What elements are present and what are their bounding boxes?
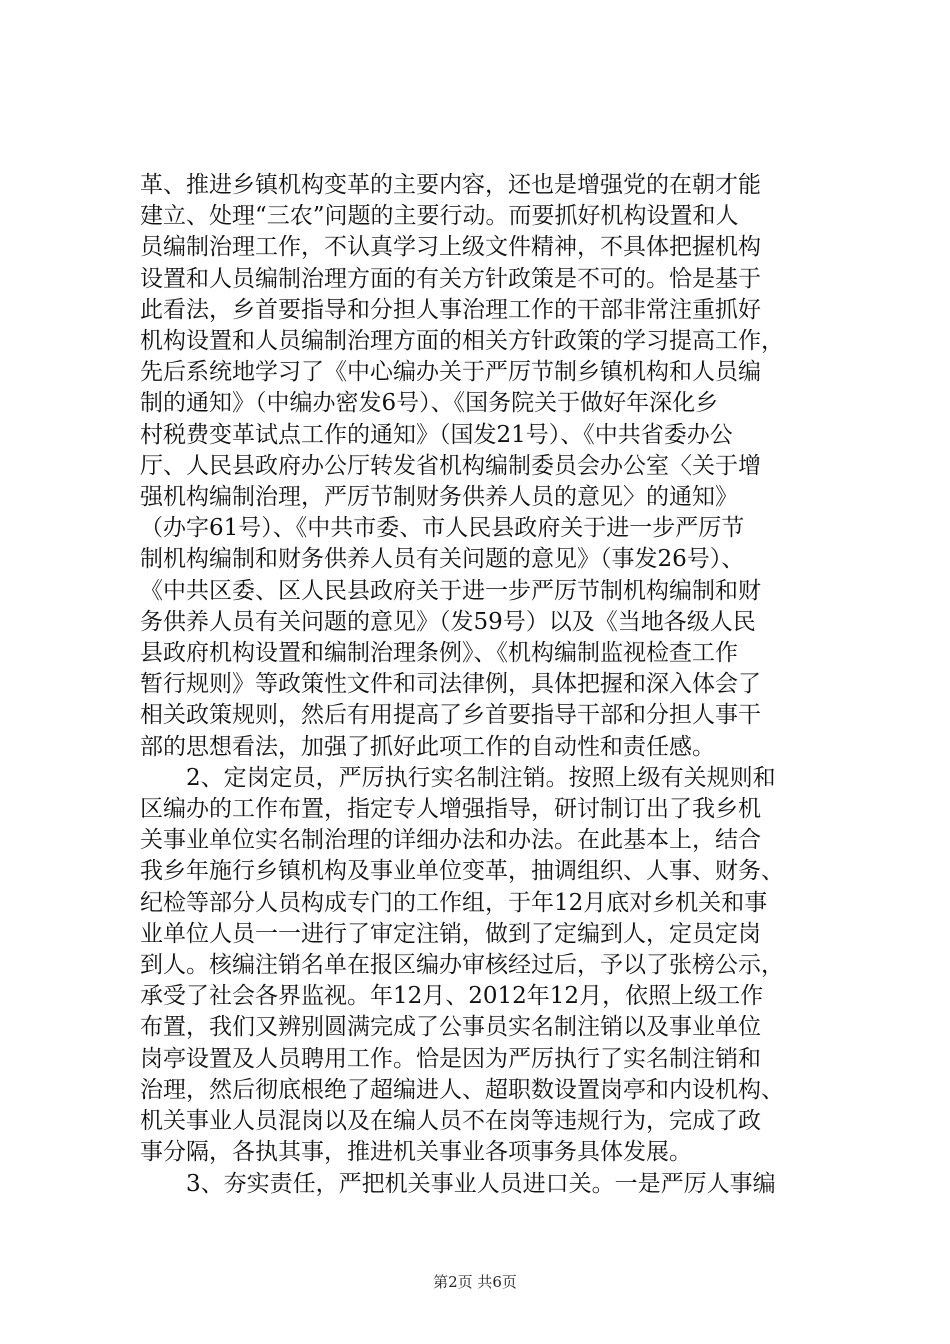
page-footer: 第2页 共6页 — [433, 1273, 517, 1291]
document-body — [140, 170, 832, 1200]
paragraph-2: 2、定岗定员，严厉执行实名制注销。按照上级有关规则和 区编办的工作布置，指定专人增强指导，研讨制订出了我乡机 关事业单位实名制治理的详细办法和办法。在此基本上，结合 我乡年施行乡镇机构及事业单位变革，抽调组织、人事、财务、 纪检等部分人员构成专门的工作组，于年12月底对乡机关和事 业单位人员一一进行了审定注销，做到了定编到人，定员定岗 到人。核编注销名单在报区编办审核经过后，予以了张榜公示， 承受了社会各界监视。年12月、2012年12月，依照上级工作 布置，我们又辨别圆满完成了公事员实名制注销以及事业单位 岗亭设置及人员聘用工作。恰是因为严厉执行了实名制注销和 治理，然后彻底根绝了超编进人、超职数设置岗亭和内设机构、 机关事业人员混岗以及在编人员不在岗等违规行为，完成了政 事分隔，各执其事，推进机关事业各项事务具体发展。 — [140, 764, 784, 1166]
paragraph-1: 革、推进乡镇机构变革的主要内容，还也是增强党的在朝才能 建立、处理“三农”问题的主要行动。而要抓好机构设置和人 员编制治理工作，不认真学习上级文件精神，不具体把握机构 设置和人员编制治理方面的有关方针政策是不可的。恰是基于 此看法，乡首要指导和分担人事治理工作的干部非常注重抓好 机构设置和人员编制治理方面的相关方针政策的学习提高工作， 先后系统地学习了《中心编办关于严厉节制乡镇机构和人员编 制的通知》（中编办密发6号）、《国务院关于做好年深化乡 村税费变革试点工作的通知》（国发21号）、《中共省委办公 厅、人民县政府办公厅转发省机构编制委员会办公室〈关于增 强机构编制治理，严厉节制财务供养人员的意见〉的通知》 （办字61号）、《中共市委、市人民县政府关于进一步严厉节 制机构编制和财务供养人员有关问题的意见》（事发26号）、 《中共区委、区人民县政府关于进一步严厉节制机构编制和财 务供养人员有关问题的意见》（发59号）以及《当地各级人民 县政府机构设置和编制治理条例》、《机构编制监视检查工作 暂行规则》等政策性文件和司法律例，具体把握和深入体会了 相关政策规则，然后有用提高了乡首要指导干部和分担人事干 部的思想看法，加强了抓好此项工作的自动性和责任感。 — [140, 172, 784, 760]
paragraph-3: 3、夯实责任，严把机关事业人员进口关。一是严厉人事编 — [140, 1170, 776, 1197]
